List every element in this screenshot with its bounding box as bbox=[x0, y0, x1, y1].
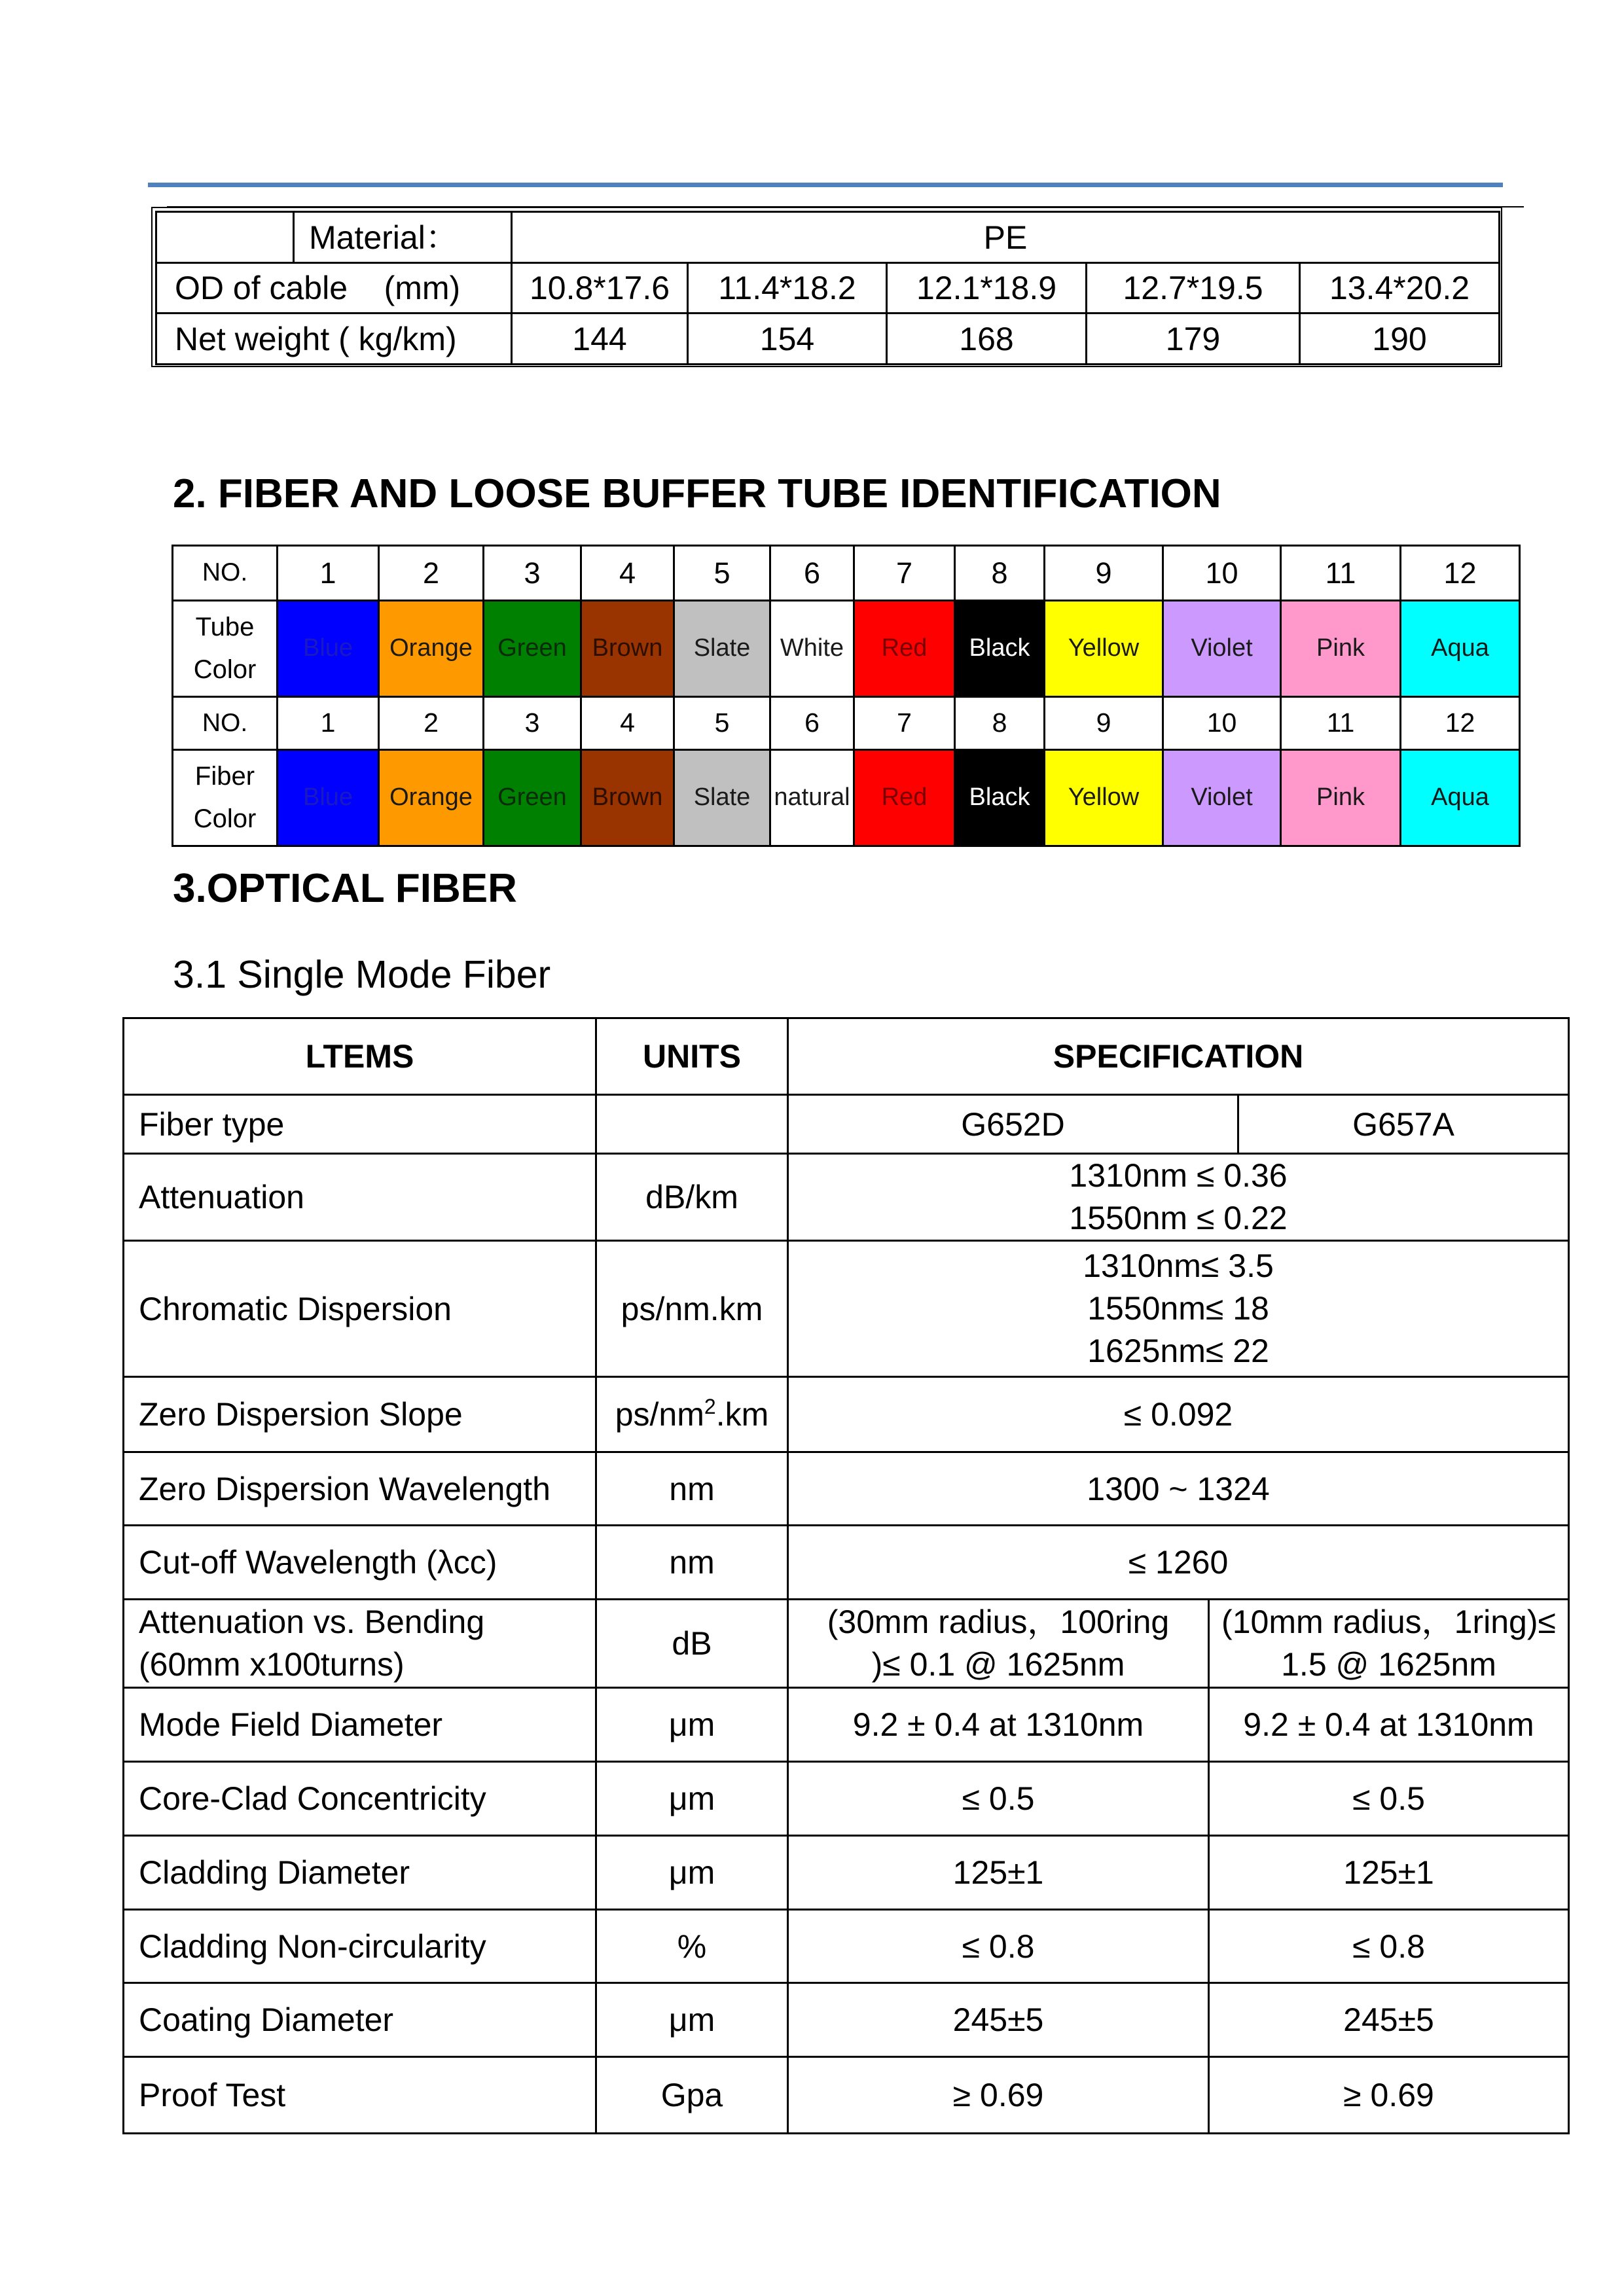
unit-cell: ps/nm.km bbox=[596, 1241, 788, 1377]
empty-cell bbox=[156, 212, 294, 263]
fiber-color-cell: Aqua bbox=[1401, 750, 1520, 846]
fiber-number: 10 bbox=[1163, 697, 1281, 750]
fiber-number: 9 bbox=[1045, 697, 1163, 750]
spec-cell: ≤ 1260 bbox=[788, 1526, 1569, 1600]
unit-cell: % bbox=[596, 1910, 788, 1983]
spec-cell-g652d: ≥ 0.69 bbox=[788, 2057, 1209, 2134]
table-row bbox=[124, 1095, 1569, 1154]
tube-number: 11 bbox=[1281, 546, 1401, 601]
fiber-color-label: Fiber Color bbox=[173, 750, 278, 846]
spec-line: (10mm radius，1ring)≤ bbox=[1221, 1604, 1556, 1640]
fiber-color-cell: natural bbox=[770, 750, 854, 846]
number-label: NO. bbox=[173, 697, 278, 750]
spec-cell-g657a bbox=[1209, 1600, 1569, 1688]
weight-label: Net weight ( kg/km) bbox=[156, 314, 512, 365]
fiber-color-row bbox=[173, 750, 1520, 846]
table-row bbox=[124, 1154, 1569, 1241]
unit-cell: μm bbox=[596, 1983, 788, 2057]
unit-cell: nm bbox=[596, 1452, 788, 1526]
tube-number: 8 bbox=[955, 546, 1045, 601]
od-row bbox=[156, 263, 1500, 314]
header-rule bbox=[148, 183, 1503, 187]
item-cell: Chromatic Dispersion bbox=[124, 1241, 596, 1377]
tube-color-cell: Slate bbox=[674, 601, 770, 697]
item-cell: Fiber type bbox=[124, 1095, 596, 1154]
item-cell: Core-Clad Concentricity bbox=[124, 1762, 596, 1836]
tube-number: 4 bbox=[581, 546, 674, 601]
weight-value: 179 bbox=[1087, 314, 1300, 365]
od-value: 10.8*17.6 bbox=[512, 263, 688, 314]
tube-number: 1 bbox=[278, 546, 379, 601]
od-value: 12.7*19.5 bbox=[1087, 263, 1300, 314]
specification-header: SPECIFICATION bbox=[788, 1018, 1569, 1095]
unit-cell: dB/km bbox=[596, 1154, 788, 1241]
spec-cell-g657a: G657A bbox=[1238, 1095, 1569, 1154]
tube-color-cell: Violet bbox=[1163, 601, 1281, 697]
item-line: (60mm x100turns) bbox=[139, 1646, 405, 1683]
fiber-number: 4 bbox=[581, 697, 674, 750]
od-value: 13.4*20.2 bbox=[1300, 263, 1500, 314]
spec-cell-g657a: 125±1 bbox=[1209, 1836, 1569, 1910]
fiber-color-cell: Black bbox=[955, 750, 1045, 846]
unit-tail: .km bbox=[715, 1396, 769, 1433]
unit-cell bbox=[596, 1377, 788, 1452]
item-cell: Proof Test bbox=[124, 2057, 596, 2134]
spec-cell-g652d: 245±5 bbox=[788, 1983, 1209, 2057]
tube-color-cell: Blue bbox=[278, 601, 379, 697]
spec-line: 1310nm ≤ 0.36 bbox=[1069, 1157, 1288, 1194]
fiber-color-cell: Green bbox=[484, 750, 581, 846]
tube-color-cell: Orange bbox=[379, 601, 484, 697]
item-cell: Zero Dispersion Slope bbox=[124, 1377, 596, 1452]
weight-row bbox=[156, 314, 1500, 365]
spec-cell-g657a: ≤ 0.5 bbox=[1209, 1762, 1569, 1836]
unit-cell: μm bbox=[596, 1688, 788, 1762]
header-row bbox=[124, 1018, 1569, 1095]
single-mode-fiber-table bbox=[122, 1017, 1570, 2134]
fiber-color-cell: Slate bbox=[674, 750, 770, 846]
tube-color-cell: Green bbox=[484, 601, 581, 697]
tube-number: 6 bbox=[770, 546, 854, 601]
od-value: 12.1*18.9 bbox=[887, 263, 1087, 314]
fiber-number: 6 bbox=[770, 697, 854, 750]
table-row bbox=[124, 1526, 1569, 1600]
spec-cell-g657a: ≥ 0.69 bbox=[1209, 2057, 1569, 2134]
item-cell: Coating Diameter bbox=[124, 1983, 596, 2057]
item-cell: Attenuation bbox=[124, 1154, 596, 1241]
table-row bbox=[124, 1836, 1569, 1910]
spec-line: 1625nm≤ 22 bbox=[1087, 1333, 1269, 1369]
tube-number: 2 bbox=[379, 546, 484, 601]
spec-line: 1.5 @ 1625nm bbox=[1281, 1646, 1496, 1683]
table-row bbox=[124, 1452, 1569, 1526]
unit-cell: nm bbox=[596, 1526, 788, 1600]
fiber-number: 3 bbox=[484, 697, 581, 750]
number-label: NO. bbox=[173, 546, 278, 601]
unit-cell: Gpa bbox=[596, 2057, 788, 2134]
spec-cell-g652d: 125±1 bbox=[788, 1836, 1209, 1910]
spec-cell-g657a: ≤ 0.8 bbox=[1209, 1910, 1569, 1983]
section-heading-identification: 2. FIBER AND LOOSE BUFFER TUBE IDENTIFICATION bbox=[173, 471, 1221, 516]
tube-color-cell: Pink bbox=[1281, 601, 1401, 697]
tube-color-label: Tube Color bbox=[173, 601, 278, 697]
tube-color-cell: Yellow bbox=[1045, 601, 1163, 697]
spec-line: 1310nm≤ 3.5 bbox=[1083, 1247, 1274, 1284]
fiber-number: 11 bbox=[1281, 697, 1401, 750]
table-row bbox=[124, 1600, 1569, 1688]
spec-cell: 1300 ~ 1324 bbox=[788, 1452, 1569, 1526]
item-cell: Zero Dispersion Wavelength bbox=[124, 1452, 596, 1526]
tube-number: 12 bbox=[1401, 546, 1520, 601]
material-value: PE bbox=[512, 212, 1500, 263]
cable-material-table bbox=[155, 211, 1500, 365]
fiber-color-cell: Pink bbox=[1281, 750, 1401, 846]
item-cell: Cladding Diameter bbox=[124, 1836, 596, 1910]
table-row bbox=[124, 1910, 1569, 1983]
unit-cell bbox=[596, 1095, 788, 1154]
spec-cell-g652d bbox=[788, 1600, 1209, 1688]
tube-color-cell: Aqua bbox=[1401, 601, 1520, 697]
material-label: Material： bbox=[294, 212, 512, 263]
fiber-number: 7 bbox=[854, 697, 955, 750]
tube-number: 3 bbox=[484, 546, 581, 601]
tube-number: 10 bbox=[1163, 546, 1281, 601]
fiber-color-cell: Red bbox=[854, 750, 955, 846]
spec-cell bbox=[788, 1154, 1569, 1241]
tube-color-cell: White bbox=[770, 601, 854, 697]
tube-color-cell: Black bbox=[955, 601, 1045, 697]
spec-line: )≤ 0.1 @ 1625nm bbox=[871, 1646, 1125, 1683]
spec-cell-g657a: 9.2 ± 0.4 at 1310nm bbox=[1209, 1688, 1569, 1762]
fiber-number: 5 bbox=[674, 697, 770, 750]
spec-cell-g652d: ≤ 0.8 bbox=[788, 1910, 1209, 1983]
color-identification-table bbox=[171, 545, 1521, 847]
item-cell: Mode Field Diameter bbox=[124, 1688, 596, 1762]
fiber-color-cell: Yellow bbox=[1045, 750, 1163, 846]
item-line: Attenuation vs. Bending bbox=[139, 1604, 485, 1640]
weight-value: 144 bbox=[512, 314, 688, 365]
weight-value: 190 bbox=[1300, 314, 1500, 365]
fiber-number: 8 bbox=[955, 697, 1045, 750]
unit-cell: μm bbox=[596, 1836, 788, 1910]
unit-cell: dB bbox=[596, 1600, 788, 1688]
spec-cell-g657a: 245±5 bbox=[1209, 1983, 1569, 2057]
table-row bbox=[124, 1983, 1569, 2057]
subsection-heading-single-mode: 3.1 Single Mode Fiber bbox=[173, 953, 551, 996]
fiber-number-row bbox=[173, 697, 1520, 750]
unit-superscript: 2 bbox=[704, 1395, 716, 1418]
section-heading-optical-fiber: 3.OPTICAL FIBER bbox=[173, 866, 517, 911]
item-cell: Cut-off Wavelength (λcc) bbox=[124, 1526, 596, 1600]
tube-number: 9 bbox=[1045, 546, 1163, 601]
table-row bbox=[124, 1241, 1569, 1377]
tube-number: 5 bbox=[674, 546, 770, 601]
tube-color-cell: Brown bbox=[581, 601, 674, 697]
table-row bbox=[124, 1377, 1569, 1452]
fiber-color-cell: Violet bbox=[1163, 750, 1281, 846]
spec-cell bbox=[788, 1241, 1569, 1377]
units-header: UNITS bbox=[596, 1018, 788, 1095]
items-header: LTEMS bbox=[124, 1018, 596, 1095]
weight-value: 154 bbox=[688, 314, 887, 365]
spec-cell-g652d: 9.2 ± 0.4 at 1310nm bbox=[788, 1688, 1209, 1762]
item-cell: Cladding Non-circularity bbox=[124, 1910, 596, 1983]
table-row bbox=[124, 1688, 1569, 1762]
spec-line: 1550nm≤ 18 bbox=[1087, 1290, 1269, 1327]
spec-line: 1550nm ≤ 0.22 bbox=[1069, 1200, 1288, 1236]
spec-cell-g652d: ≤ 0.5 bbox=[788, 1762, 1209, 1836]
od-value: 11.4*18.2 bbox=[688, 263, 887, 314]
spec-cell-g652d: G652D bbox=[788, 1095, 1238, 1154]
unit-base: ps/nm bbox=[615, 1396, 704, 1433]
fiber-number: 2 bbox=[379, 697, 484, 750]
material-row bbox=[156, 212, 1500, 263]
table-row bbox=[124, 1762, 1569, 1836]
fiber-number: 1 bbox=[278, 697, 379, 750]
item-cell bbox=[124, 1600, 596, 1688]
spec-cell: ≤ 0.092 bbox=[788, 1377, 1569, 1452]
fiber-color-cell: Orange bbox=[379, 750, 484, 846]
od-label: OD of cable (mm) bbox=[156, 263, 512, 314]
tube-color-row bbox=[173, 601, 1520, 697]
fiber-color-cell: Blue bbox=[278, 750, 379, 846]
tube-color-cell: Red bbox=[854, 601, 955, 697]
table-row bbox=[124, 2057, 1569, 2134]
fiber-number: 12 bbox=[1401, 697, 1520, 750]
weight-value: 168 bbox=[887, 314, 1087, 365]
spec-line: (30mm radius，100ring bbox=[827, 1604, 1170, 1640]
tube-number: 7 bbox=[854, 546, 955, 601]
unit-cell: μm bbox=[596, 1762, 788, 1836]
tube-number-row bbox=[173, 546, 1520, 601]
fiber-color-cell: Brown bbox=[581, 750, 674, 846]
